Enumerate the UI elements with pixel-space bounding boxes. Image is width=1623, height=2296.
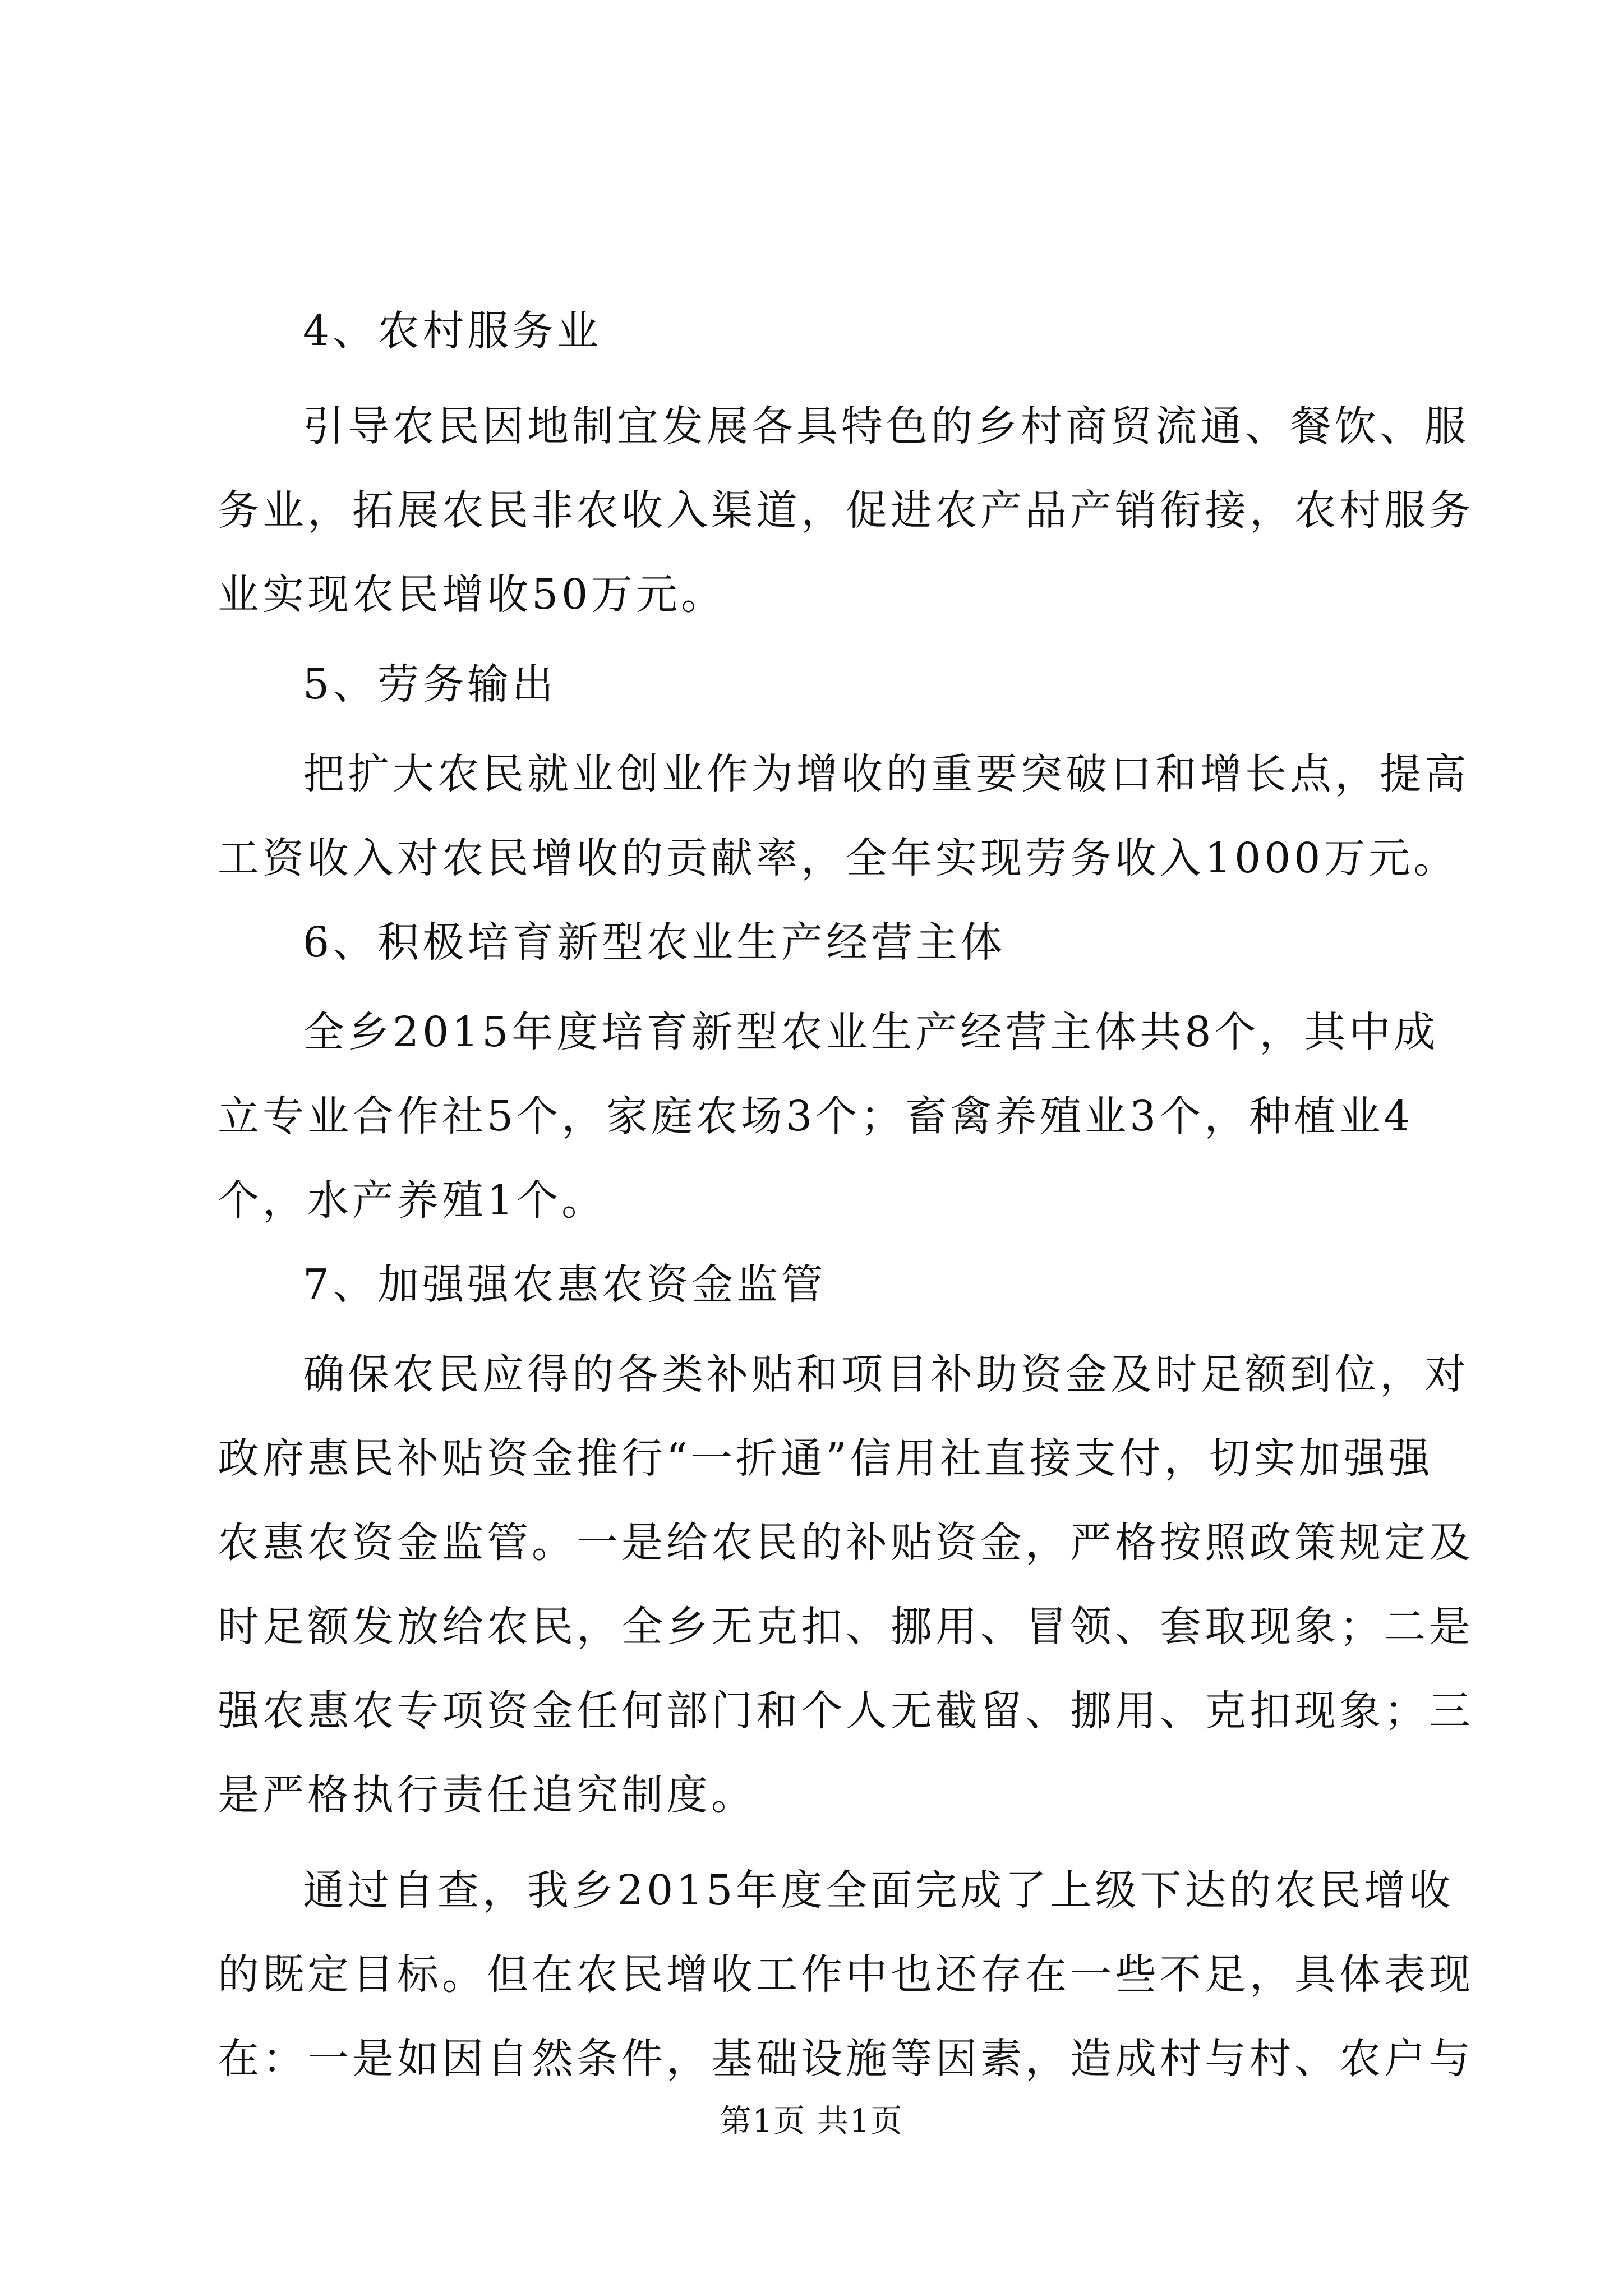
paragraph-line: 确保农民应得的各类补贴和项目补助资金及时足额到位，对 (303, 1350, 1469, 1398)
heading-labor-export: 5、劳务输出 (303, 660, 557, 708)
paragraph-line: 全乡2015年度培育新型农业生产经营主体共8个，其中成 (303, 1008, 1439, 1056)
paragraph-line: 强农惠农专项资金任何部门和个人无截留、挪用、克扣现象；三 (218, 1687, 1474, 1735)
paragraph-line: 工资收入对农民增收的贡献率，全年实现劳务收入1000万元。 (218, 834, 1459, 882)
paragraph-line: 务业，拓展农民非农收入渠道，促进农产品产销衔接，农村服务 (218, 486, 1474, 535)
heading-rural-services: 4、农村服务业 (303, 307, 602, 355)
paragraph-line: 农惠农资金监管。一是给农民的补贴资金，严格按照政策规定及 (218, 1519, 1474, 1567)
page-footer: 第1页 共1页 (720, 2103, 903, 2139)
paragraph-line: 的既定目标。但在农民增收工作中也还存在一些不足，具体表现 (218, 1950, 1474, 1999)
paragraph-line: 通过自查，我乡2015年度全面完成了上级下达的农民增收 (303, 1866, 1454, 1915)
heading-fund-supervision: 7、加强强农惠农资金监管 (303, 1260, 827, 1309)
paragraph-line: 引导农民因地制宜发展各具特色的乡村商贸流通、餐饮、服 (303, 402, 1469, 450)
paragraph-line: 把扩大农民就业创业作为增收的重要突破口和增长点，提高 (303, 750, 1469, 798)
paragraph-line: 政府惠民补贴资金推行“一折通”信用社直接支付，切实加强强 (218, 1434, 1433, 1483)
paragraph-line: 个，水产养殖1个。 (218, 1176, 607, 1225)
paragraph-line: 业实现农民增收50万元。 (218, 570, 726, 619)
paragraph-line: 时足额发放给农民，全乡无克扣、挪用、冒领、套取现象；二是 (218, 1603, 1474, 1651)
paragraph-line: 是严格执行责任追究制度。 (218, 1771, 756, 1819)
paragraph-line: 在：一是如因自然条件，基础设施等因素，造成村与村、农户与 (218, 2035, 1474, 2083)
heading-new-business-entities: 6、积极培育新型农业生产经营主体 (303, 918, 1006, 967)
paragraph-line: 立专业合作社5个，家庭农场3个；畜禽养殖业3个，种植业4 (218, 1092, 1414, 1140)
